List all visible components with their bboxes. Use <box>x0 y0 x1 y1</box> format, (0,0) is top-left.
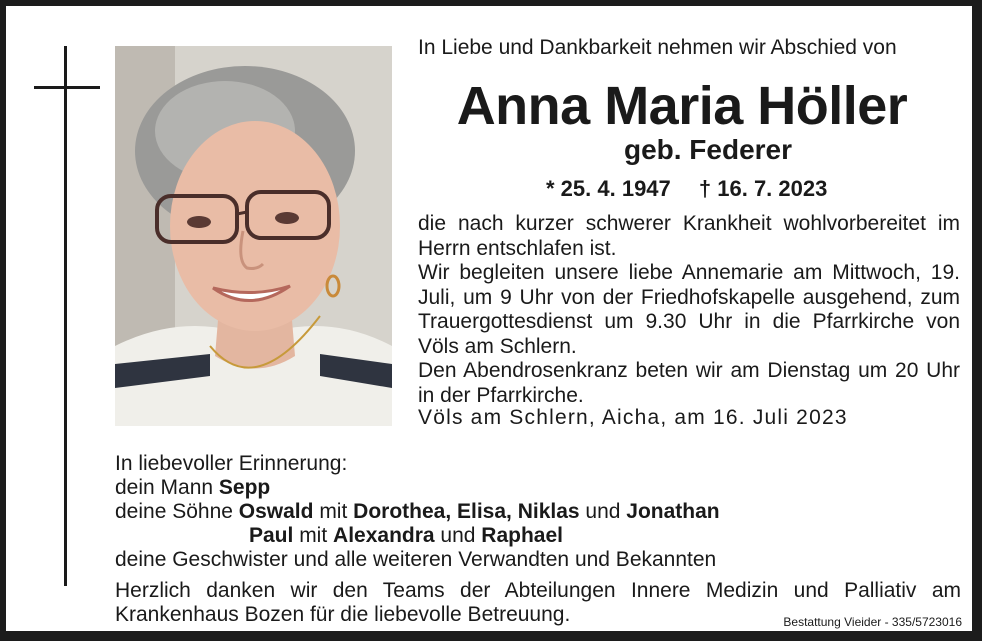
birth-date: * 25. 4. 1947 <box>546 176 671 201</box>
announcement-text <box>418 212 960 408</box>
mourner-husband: dein Mann Sepp <box>115 476 271 499</box>
portrait-photo <box>115 46 392 426</box>
body-paragraph: die nach kurzer schwerer Krankheit wohlvorbereitet im Herrn entschlafen ist. <box>418 212 960 260</box>
thanks-text: Herzlich danken wir den Teams der Abteilungen Innere Medizin und Palliativ am Krankenhaus Bozen für die liebevolle Betreuung. <box>115 579 961 626</box>
obituary-card <box>6 6 972 631</box>
intro-line: In Liebe und Dankbarkeit nehmen wir Abschied von <box>418 36 897 59</box>
mourner-son-paul: Paul mit Alexandra und Raphael <box>249 524 563 547</box>
mourner-siblings: deine Geschwister und alle weiteren Verwandten und Bekannten <box>115 548 717 571</box>
funeral-home-credit: Bestattung Vieider - 335/5723016 <box>783 615 962 629</box>
place-date: Völs am Schlern, Aicha, am 16. Juli 2023 <box>418 406 848 429</box>
mourner-sons: deine Söhne Oswald mit Dorothea, Elisa, Niklas und Jonathan <box>115 500 720 523</box>
body-paragraph: Den Abendrosenkranz beten wir am Dienstag um 20 Uhr in der Pfarrkirche. <box>418 359 960 407</box>
cross-icon-bar <box>34 86 100 89</box>
life-dates <box>546 176 827 202</box>
birth-name: geb. Federer <box>623 134 793 165</box>
deceased-name: Anna Maria Höller <box>456 76 908 136</box>
death-date: † 16. 7. 2023 <box>698 176 828 201</box>
cross-icon <box>64 46 67 586</box>
body-paragraph: Wir begleiten unsere liebe Annemarie am Mittwoch, 19. Juli, um 9 Uhr von der Friedhofskapelle ausgehend, zum Trauergottesdienst um 9.30 Uhr in die Pfarrkirche von Völs am Schlern. <box>418 261 960 358</box>
mourners-list <box>115 452 720 572</box>
mourners-heading: In liebevoller Erinnerung: <box>115 452 348 475</box>
